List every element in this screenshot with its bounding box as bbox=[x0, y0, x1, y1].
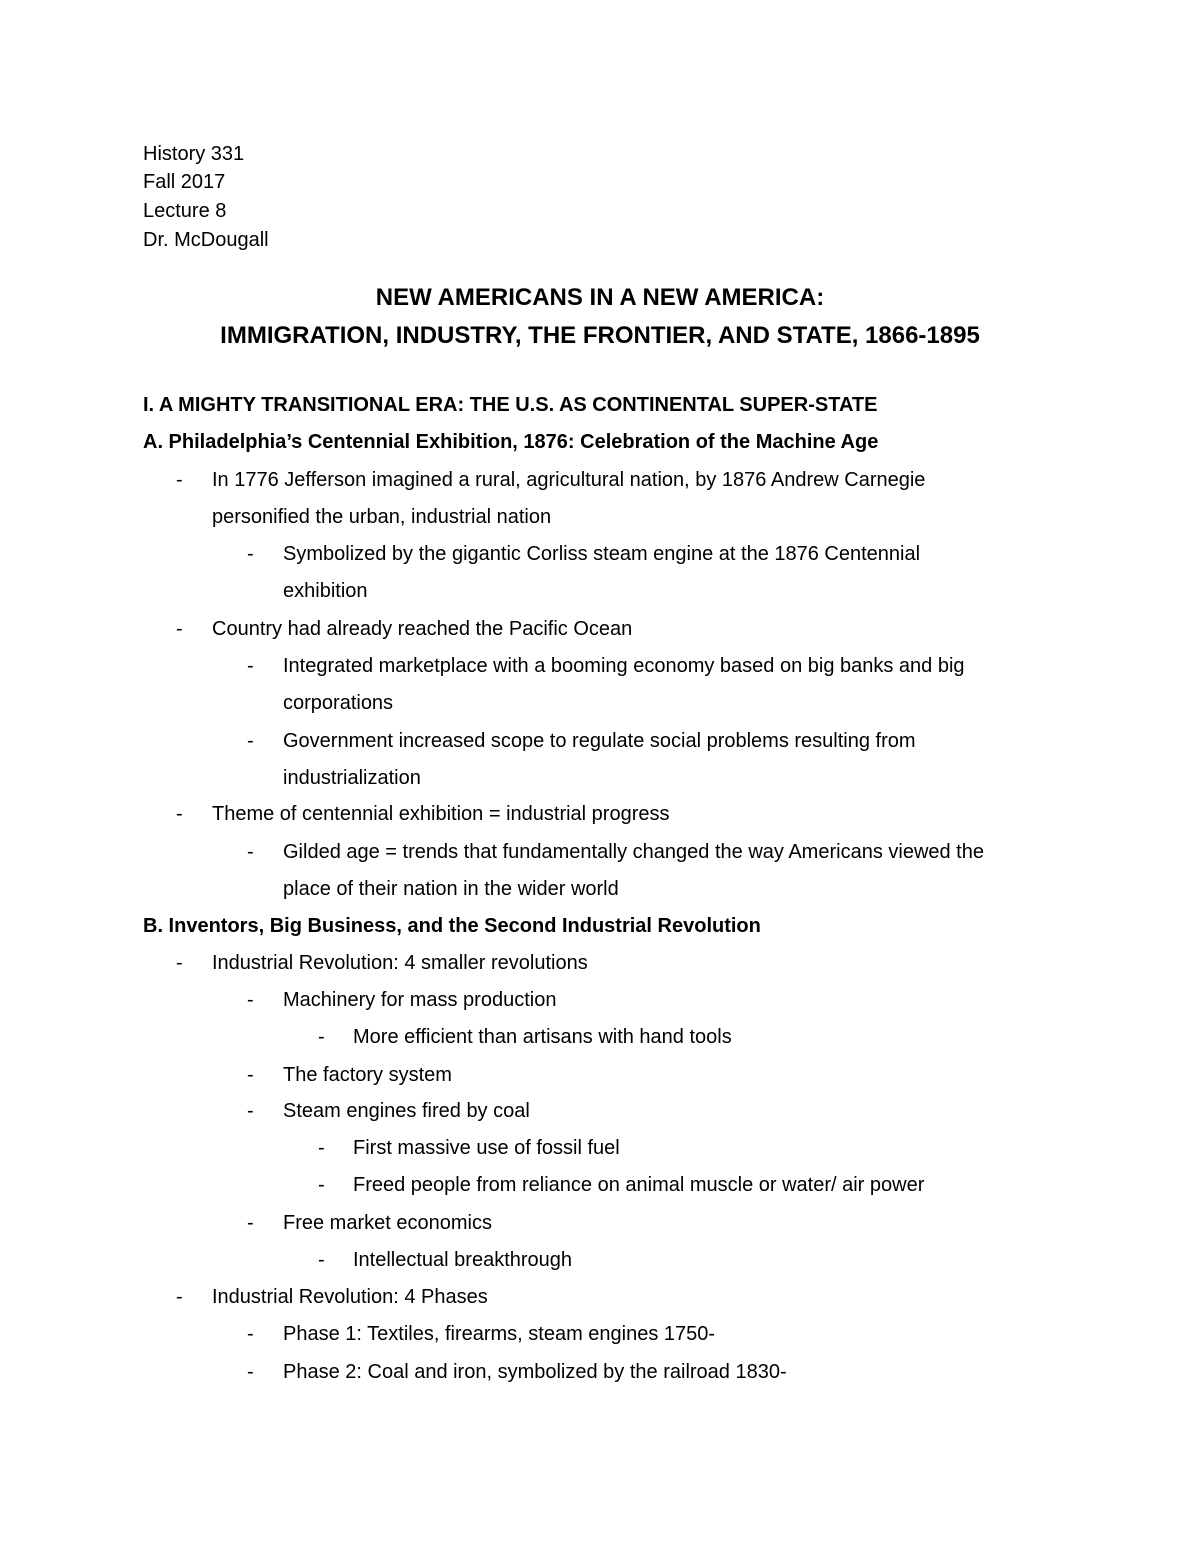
list-item-continuation: exhibition bbox=[283, 580, 368, 602]
list-item: Freed people from reliance on animal muscle or water/ air power bbox=[353, 1174, 925, 1196]
bullet-dash: - bbox=[247, 1064, 254, 1086]
lecture-number: Lecture 8 bbox=[143, 200, 227, 222]
list-item: Phase 1: Textiles, firearms, steam engines 1750- bbox=[283, 1323, 716, 1345]
bullet-dash: - bbox=[247, 1323, 254, 1345]
list-item: Free market economics bbox=[283, 1212, 492, 1234]
course-name: History 331 bbox=[143, 143, 245, 165]
list-item-continuation: place of their nation in the wider world bbox=[283, 878, 619, 900]
part-heading: I. A MIGHTY TRANSITIONAL ERA: THE U.S. AS CONTINENTAL SUPER-STATE bbox=[143, 394, 878, 416]
bullet-dash: - bbox=[318, 1249, 325, 1271]
section-heading-a: A. Philadelphia’s Centennial Exhibition, 1876: Celebration of the Machine Age bbox=[143, 431, 879, 453]
list-item-continuation: corporations bbox=[283, 692, 394, 714]
list-item: Gilded age = trends that fundamentally changed the way Americans viewed the bbox=[283, 841, 984, 863]
list-item: Machinery for mass production bbox=[283, 989, 557, 1011]
bullet-dash: - bbox=[247, 543, 254, 565]
list-item: Symbolized by the gigantic Corliss steam engine at the 1876 Centennial bbox=[283, 543, 921, 565]
term: Fall 2017 bbox=[143, 171, 226, 193]
list-item: First massive use of fossil fuel bbox=[353, 1137, 620, 1159]
list-item: Steam engines fired by coal bbox=[283, 1100, 530, 1122]
list-item: Country had already reached the Pacific Ocean bbox=[212, 618, 633, 640]
bullet-dash: - bbox=[318, 1137, 325, 1159]
bullet-dash: - bbox=[247, 730, 254, 752]
list-item: Phase 2: Coal and iron, symbolized by the railroad 1830- bbox=[283, 1361, 787, 1383]
list-item: Theme of centennial exhibition = industrial progress bbox=[212, 803, 670, 825]
list-item-continuation: industrialization bbox=[283, 767, 421, 789]
list-item: The factory system bbox=[283, 1064, 452, 1086]
bullet-dash: - bbox=[176, 803, 183, 825]
bullet-dash: - bbox=[176, 618, 183, 640]
list-item: In 1776 Jefferson imagined a rural, agricultural nation, by 1876 Andrew Carnegie bbox=[212, 469, 926, 491]
list-item: Integrated marketplace with a booming economy based on big banks and big bbox=[283, 655, 965, 677]
bullet-dash: - bbox=[247, 841, 254, 863]
list-item: Government increased scope to regulate social problems resulting from bbox=[283, 730, 916, 752]
bullet-dash: - bbox=[247, 1212, 254, 1234]
bullet-dash: - bbox=[318, 1026, 325, 1048]
title-line-1: NEW AMERICANS IN A NEW AMERICA: bbox=[375, 284, 825, 311]
title-line-2: IMMIGRATION, INDUSTRY, THE FRONTIER, AND STATE, 1866-1895 bbox=[220, 322, 980, 349]
instructor: Dr. McDougall bbox=[143, 229, 269, 251]
list-item: Industrial Revolution: 4 Phases bbox=[212, 1286, 488, 1308]
bullet-dash: - bbox=[176, 952, 183, 974]
list-item-continuation: personified the urban, industrial nation bbox=[212, 506, 552, 528]
bullet-dash: - bbox=[247, 1100, 254, 1122]
bullet-dash: - bbox=[247, 1361, 254, 1383]
bullet-dash: - bbox=[176, 469, 183, 491]
section-heading-b: B. Inventors, Big Business, and the Second Industrial Revolution bbox=[143, 915, 761, 937]
bullet-dash: - bbox=[318, 1174, 325, 1196]
bullet-dash: - bbox=[176, 1286, 183, 1308]
list-item: More efficient than artisans with hand tools bbox=[353, 1026, 732, 1048]
bullet-dash: - bbox=[247, 655, 254, 677]
bullet-dash: - bbox=[247, 989, 254, 1011]
list-item: Intellectual breakthrough bbox=[353, 1249, 573, 1271]
list-item: Industrial Revolution: 4 smaller revolutions bbox=[212, 952, 588, 974]
